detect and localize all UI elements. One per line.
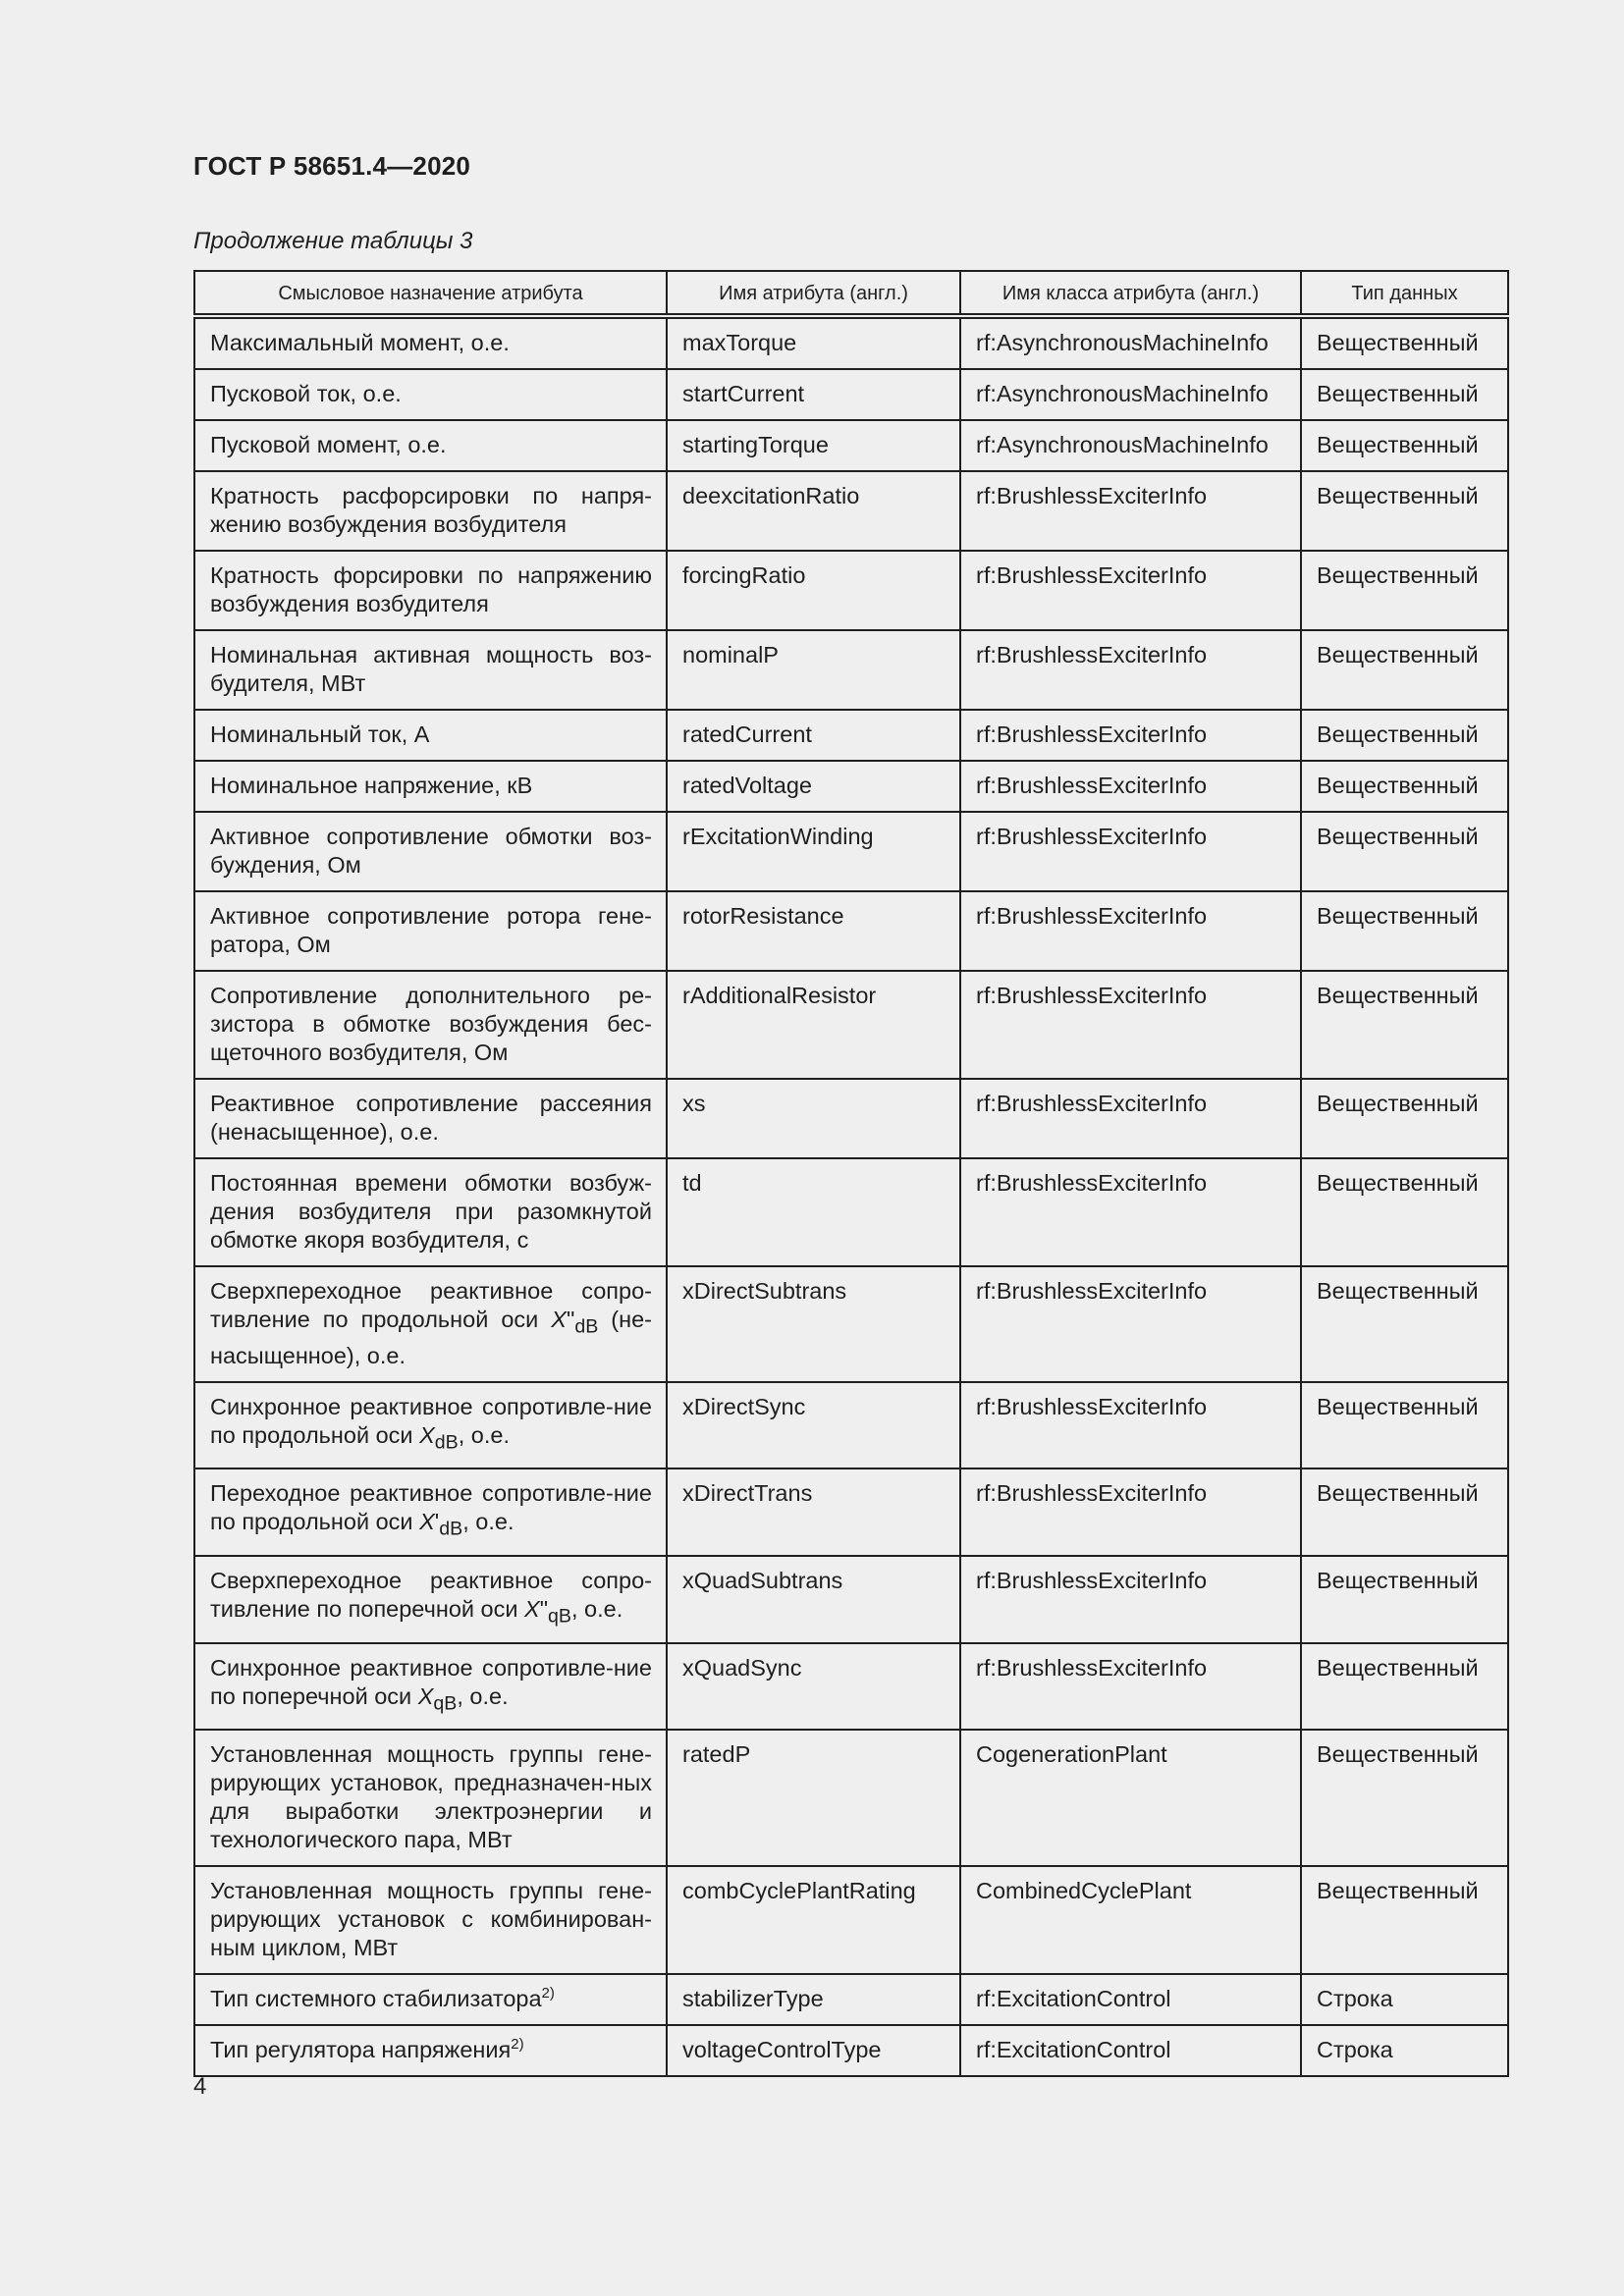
cell-attribute-class: rf:ExcitationControl (960, 2025, 1301, 2076)
cell-meaning: Сопротивление дополнительного ре-зистора в обмотке возбуждения бес-щеточного возбудителя, Ом (194, 971, 667, 1079)
cell-attribute-class: rf:ExcitationControl (960, 1974, 1301, 2025)
cell-attribute-name: ratedVoltage (667, 761, 960, 812)
cell-meaning: Максимальный момент, о.е. (194, 316, 667, 369)
attributes-table (193, 270, 1509, 2077)
cell-meaning: Сверхпереходное реактивное сопро-тивление по продольной оси $X"_{dВ}$ (не-насыщенное), о.е. (194, 1266, 667, 1382)
cell-data-type: Вещественный (1301, 420, 1508, 471)
cell-attribute-class: rf:BrushlessExciterInfo (960, 1079, 1301, 1158)
cell-attribute-class: rf:BrushlessExciterInfo (960, 1158, 1301, 1266)
cell-attribute-name: ratedP (667, 1730, 960, 1866)
cell-attribute-class: rf:BrushlessExciterInfo (960, 630, 1301, 710)
table-row (194, 971, 1508, 1079)
table-row (194, 316, 1508, 369)
cell-attribute-name: xs (667, 1079, 960, 1158)
cell-meaning: Кратность форсировки по напряжению возбуждения возбудителя (194, 551, 667, 630)
cell-attribute-class: rf:BrushlessExciterInfo (960, 1643, 1301, 1731)
cell-attribute-name: nominalP (667, 630, 960, 710)
cell-attribute-name: rExcitationWinding (667, 812, 960, 891)
cell-attribute-class: rf:BrushlessExciterInfo (960, 1556, 1301, 1643)
cell-attribute-name: rotorResistance (667, 891, 960, 971)
cell-meaning: Активное сопротивление обмотки воз-буждения, Ом (194, 812, 667, 891)
table-row (194, 1266, 1508, 1382)
cell-meaning: Номинальная активная мощность воз-будителя, МВт (194, 630, 667, 710)
cell-attribute-name: stabilizerType (667, 1974, 960, 2025)
cell-data-type: Вещественный (1301, 1468, 1508, 1556)
cell-attribute-name: ratedCurrent (667, 710, 960, 761)
cell-meaning: Пусковой момент, о.е. (194, 420, 667, 471)
cell-meaning: Кратность расфорсировки по напря-жению возбуждения возбудителя (194, 471, 667, 551)
cell-attribute-name: combCyclePlantRating (667, 1866, 960, 1974)
table-row (194, 1866, 1508, 1974)
cell-data-type: Вещественный (1301, 1556, 1508, 1643)
column-header-data-type: Тип данных (1301, 271, 1508, 316)
cell-data-type: Вещественный (1301, 812, 1508, 891)
cell-attribute-name: xQuadSubtrans (667, 1556, 960, 1643)
cell-data-type: Строка (1301, 2025, 1508, 2076)
cell-attribute-name: maxTorque (667, 316, 960, 369)
cell-attribute-class: CombinedCyclePlant (960, 1866, 1301, 1974)
cell-attribute-name: td (667, 1158, 960, 1266)
cell-data-type: Вещественный (1301, 1266, 1508, 1382)
column-header-attribute-class: Имя класса атрибута (англ.) (960, 271, 1301, 316)
cell-attribute-name: xQuadSync (667, 1643, 960, 1731)
cell-meaning: Номинальное напряжение, кВ (194, 761, 667, 812)
cell-data-type: Вещественный (1301, 1643, 1508, 1731)
cell-attribute-class: rf:BrushlessExciterInfo (960, 761, 1301, 812)
cell-attribute-class: rf:BrushlessExciterInfo (960, 551, 1301, 630)
document-header: ГОСТ Р 58651.4—2020 (193, 151, 471, 181)
cell-meaning: Пусковой ток, о.е. (194, 369, 667, 420)
table-row (194, 1382, 1508, 1469)
cell-data-type: Вещественный (1301, 471, 1508, 551)
table-row (194, 1730, 1508, 1866)
cell-attribute-name: forcingRatio (667, 551, 960, 630)
cell-meaning: Тип системного стабилизатора$^{2)}$ (194, 1974, 667, 2025)
cell-meaning: Активное сопротивление ротора гене-ратора, Ом (194, 891, 667, 971)
cell-attribute-name: xDirectSync (667, 1382, 960, 1469)
cell-data-type: Вещественный (1301, 1158, 1508, 1266)
cell-attribute-name: startingTorque (667, 420, 960, 471)
cell-attribute-class: rf:BrushlessExciterInfo (960, 891, 1301, 971)
table-row (194, 551, 1508, 630)
cell-data-type: Вещественный (1301, 551, 1508, 630)
cell-attribute-class: rf:AsynchronousMachineInfo (960, 316, 1301, 369)
cell-data-type: Строка (1301, 1974, 1508, 2025)
cell-meaning: Тип регулятора напряжения$^{2)}$ (194, 2025, 667, 2076)
cell-meaning: Сверхпереходное реактивное сопро-тивление по поперечной оси $X"_{qВ}$, о.е. (194, 1556, 667, 1643)
cell-attribute-class: rf:AsynchronousMachineInfo (960, 420, 1301, 471)
column-header-attribute-name: Имя атрибута (англ.) (667, 271, 960, 316)
table-row (194, 1079, 1508, 1158)
cell-data-type: Вещественный (1301, 891, 1508, 971)
cell-attribute-name: xDirectTrans (667, 1468, 960, 1556)
cell-attribute-name: deexcitationRatio (667, 471, 960, 551)
table-row (194, 812, 1508, 891)
cell-attribute-name: rAdditionalResistor (667, 971, 960, 1079)
cell-data-type: Вещественный (1301, 761, 1508, 812)
table-row (194, 1158, 1508, 1266)
cell-data-type: Вещественный (1301, 1730, 1508, 1866)
cell-attribute-class: rf:BrushlessExciterInfo (960, 812, 1301, 891)
table-row (194, 891, 1508, 971)
cell-attribute-class: rf:BrushlessExciterInfo (960, 710, 1301, 761)
table-row (194, 1643, 1508, 1731)
cell-meaning: Синхронное реактивное сопротивле-ние по поперечной оси $X_{qВ}$, о.е. (194, 1643, 667, 1731)
cell-meaning: Номинальный ток, А (194, 710, 667, 761)
table-row (194, 471, 1508, 551)
cell-attribute-class: CogenerationPlant (960, 1730, 1301, 1866)
cell-data-type: Вещественный (1301, 316, 1508, 369)
cell-data-type: Вещественный (1301, 710, 1508, 761)
column-header-meaning: Смысловое назначение атрибута (194, 271, 667, 316)
cell-attribute-class: rf:BrushlessExciterInfo (960, 1266, 1301, 1382)
cell-attribute-name: startCurrent (667, 369, 960, 420)
page-number: 4 (193, 2073, 207, 2100)
cell-attribute-class: rf:BrushlessExciterInfo (960, 1382, 1301, 1469)
cell-meaning: Реактивное сопротивление рассеяния (ненасыщенное), о.е. (194, 1079, 667, 1158)
cell-data-type: Вещественный (1301, 369, 1508, 420)
cell-data-type: Вещественный (1301, 1866, 1508, 1974)
table-row (194, 710, 1508, 761)
table-row (194, 1974, 1508, 2025)
cell-attribute-class: rf:BrushlessExciterInfo (960, 471, 1301, 551)
table-row (194, 420, 1508, 471)
cell-attribute-class: rf:BrushlessExciterInfo (960, 1468, 1301, 1556)
cell-attribute-class: rf:BrushlessExciterInfo (960, 971, 1301, 1079)
table-body (194, 316, 1508, 2076)
cell-data-type: Вещественный (1301, 630, 1508, 710)
cell-attribute-class: rf:AsynchronousMachineInfo (960, 369, 1301, 420)
cell-data-type: Вещественный (1301, 971, 1508, 1079)
cell-data-type: Вещественный (1301, 1079, 1508, 1158)
cell-meaning: Переходное реактивное сопротивле-ние по продольной оси $X'_{dВ}$, о.е. (194, 1468, 667, 1556)
table-caption: Продолжение таблицы 3 (193, 228, 473, 254)
table-row (194, 1556, 1508, 1643)
cell-meaning: Установленная мощность группы гене-рирующих установок с комбинирован-ным циклом, МВт (194, 1866, 667, 1974)
table-row (194, 761, 1508, 812)
cell-meaning: Постоянная времени обмотки возбуж-дения возбудителя при разомкнутой обмотке якоря возбудителя, с (194, 1158, 667, 1266)
table-header-row (194, 271, 1508, 316)
table-row (194, 369, 1508, 420)
cell-meaning: Синхронное реактивное сопротивле-ние по продольной оси $X_{dВ}$, о.е. (194, 1382, 667, 1469)
cell-data-type: Вещественный (1301, 1382, 1508, 1469)
table-row (194, 1468, 1508, 1556)
table-row (194, 2025, 1508, 2076)
table-row (194, 630, 1508, 710)
cell-attribute-name: voltageControlType (667, 2025, 960, 2076)
cell-meaning: Установленная мощность группы гене-рирующих установок, предназначен-ных для выработки электроэнергии и технологического пара, МВт (194, 1730, 667, 1866)
cell-attribute-name: xDirectSubtrans (667, 1266, 960, 1382)
